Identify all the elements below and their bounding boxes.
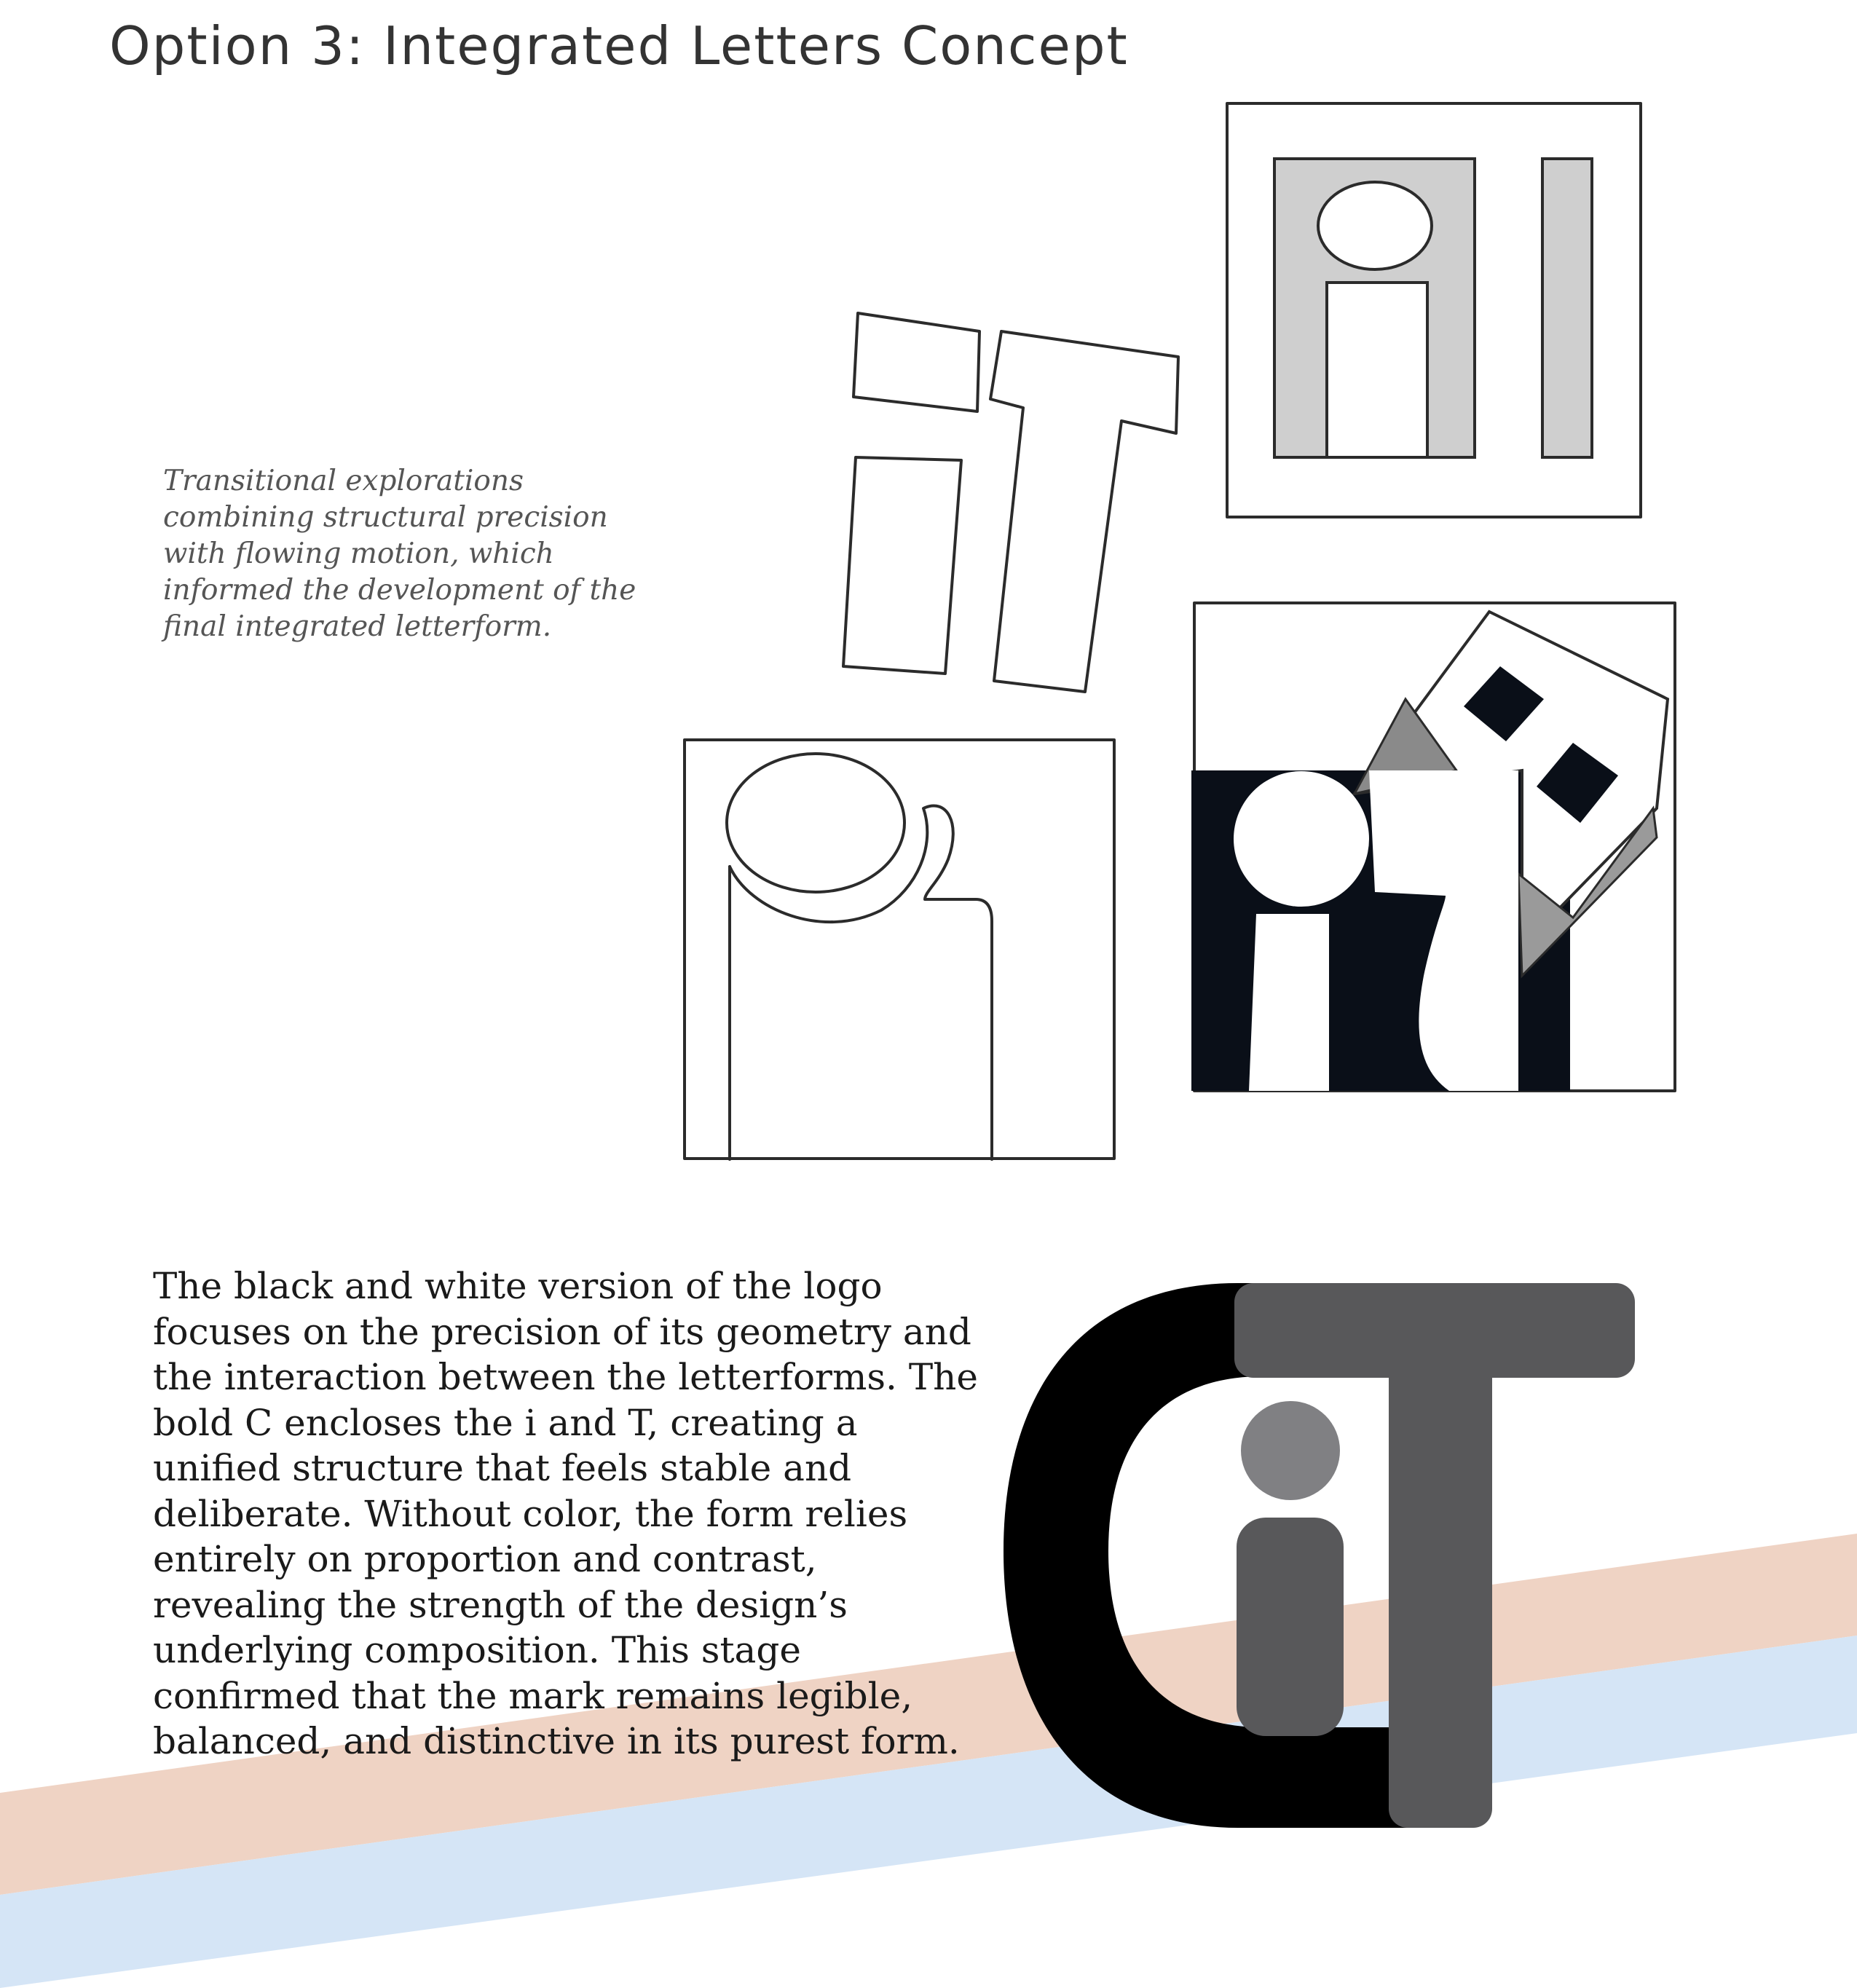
logo-i-stem bbox=[1237, 1518, 1344, 1736]
body-paragraph: The black and white version of the logo focuses on the precision of its geometry and the interaction between the letterforms. The bold C encloses the i and T, creating a unified structure that feels stable and deliberate. Without color, the form relies entirely on proportion and contrast, revealing the strength of the design’s underlying composition. This stage confirmed that the mark remains legible, balanced, and distinctive in its purest form. bbox=[153, 1265, 978, 1762]
sketch-caption: Transitional explorations combining structural precision with flowing motion, which informed the development of the final integrated letterform. bbox=[163, 465, 636, 643]
logo-t-stem bbox=[1389, 1283, 1492, 1828]
logo-i-dot bbox=[1241, 1401, 1340, 1500]
page-title: Option 3: Integrated Letters Concept bbox=[109, 15, 1129, 76]
